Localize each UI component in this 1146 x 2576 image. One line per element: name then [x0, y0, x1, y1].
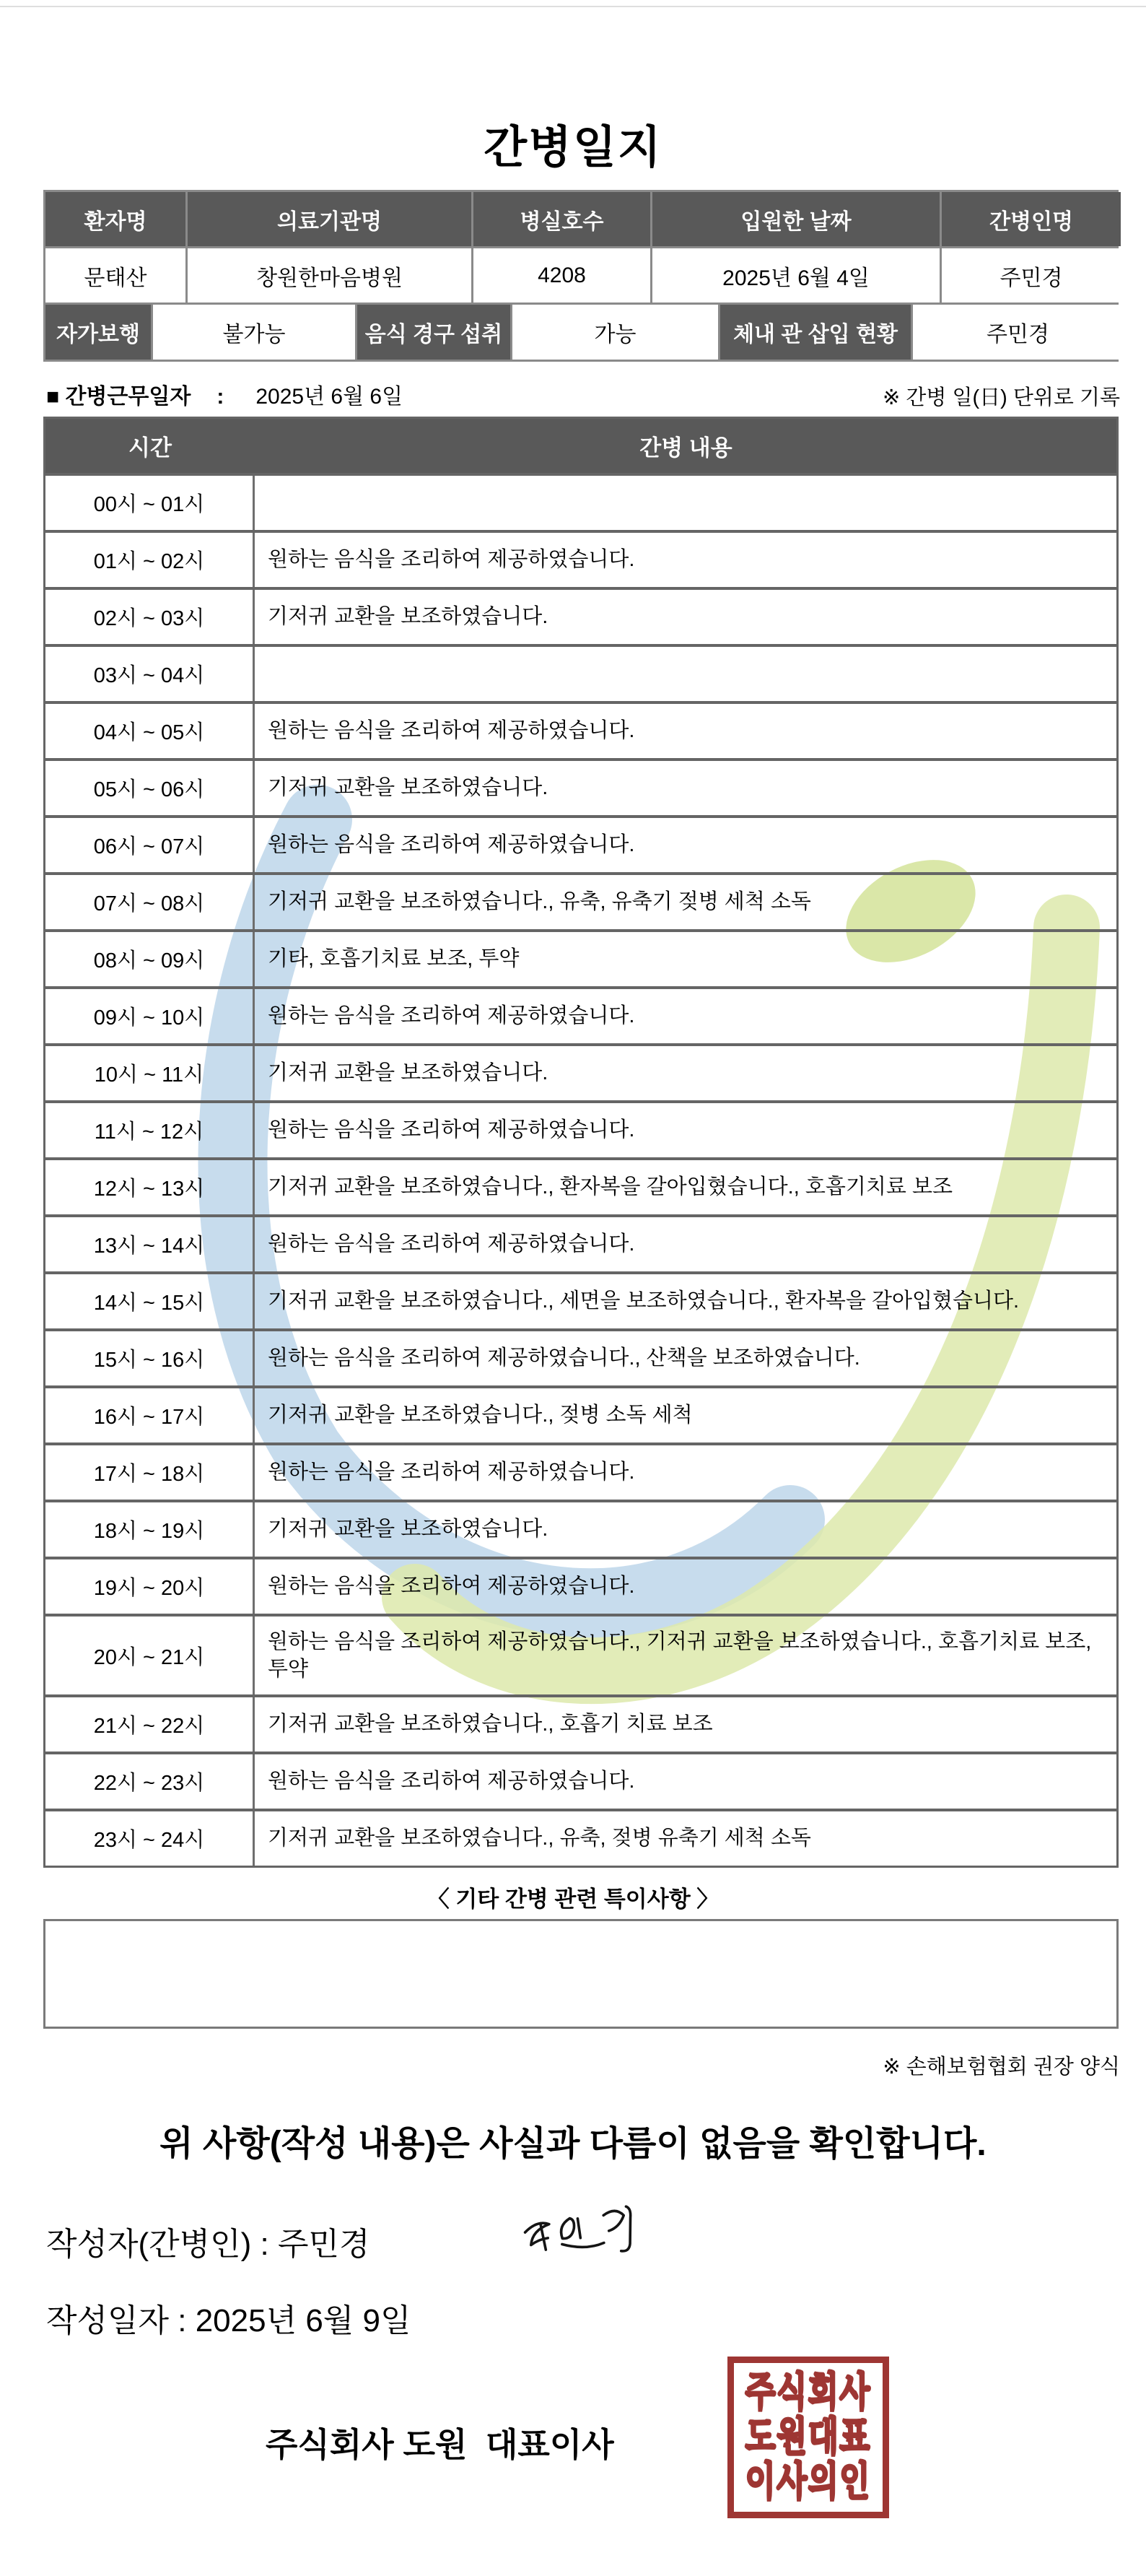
care-work-date-line: [46, 378, 403, 410]
table-row: [45, 1100, 1116, 1157]
content-cell: 원하는 음식을 조리하여 제공하였습니다.: [268, 1004, 635, 1028]
care-work-date-label: ■ 간병근무일자: [46, 385, 191, 409]
page-top-rule: [0, 6, 1146, 7]
time-cell: 11시 ~ 12시: [45, 1103, 255, 1157]
value-patient-name: 문태산: [45, 248, 185, 303]
table-row: [45, 1500, 1116, 1557]
table-row: [45, 872, 1116, 929]
table-row: [45, 587, 1116, 644]
time-cell: 02시 ~ 03시: [45, 590, 255, 644]
care-log-table: [43, 417, 1119, 1868]
time-cell: 12시 ~ 13시: [45, 1160, 255, 1214]
time-cell: 19시 ~ 20시: [45, 1559, 255, 1614]
daily-record-note: ※ 간병 일(日) 단위로 기록: [883, 386, 1120, 409]
time-cell: 06시 ~ 07시: [45, 818, 255, 872]
time-cell: 01시 ~ 02시: [45, 533, 255, 587]
header-caregiver-name: 간병인명: [942, 192, 1121, 246]
confirmation-statement: 위 사항(작성 내용)은 사실과 다름이 없음을 확인합니다.: [159, 2125, 987, 2163]
value-tube-insertion: 주민경: [913, 305, 1123, 360]
label-self-walking: 자가보행: [45, 305, 151, 360]
content-cell: 기저귀 교환을 보조하였습니다., 세면을 보조하였습니다., 환자복을 갈아입혔습니다.: [268, 1289, 1020, 1313]
content-cell: 원하는 음식을 조리하여 제공하였습니다.: [268, 1232, 635, 1256]
company-representative-line: 주식회사 도원 대표이사: [266, 2426, 614, 2463]
value-self-walking: 불가능: [153, 305, 355, 360]
content-cell: 기저귀 교환을 보조하였습니다., 환자복을 갈아입혔습니다., 호흡기치료 보조: [268, 1175, 953, 1199]
table-row: [45, 644, 1116, 701]
label-oral-intake: 음식 경구 섭취: [357, 305, 510, 360]
header-patient-name: 환자명: [45, 192, 185, 246]
table-row: [45, 815, 1116, 872]
patient-info-grid: [45, 192, 1116, 303]
time-cell: 16시 ~ 17시: [45, 1388, 255, 1443]
time-cell: 00시 ~ 01시: [45, 476, 255, 530]
content-cell: 기저귀 교환을 보조하였습니다.: [268, 605, 548, 629]
content-cell: [255, 647, 1116, 701]
care-table-header: [45, 419, 1116, 473]
value-admission-date: 2025년 6월 4일: [652, 248, 940, 303]
page-title: 간병일지: [484, 122, 662, 173]
write-date-label: 작성일자 :: [46, 2303, 196, 2338]
content-cell: 기저귀 교환을 보조하였습니다.: [268, 1518, 548, 1541]
table-row: [45, 701, 1116, 758]
content-cell: 원하는 음식을 조리하여 제공하였습니다.: [268, 1770, 635, 1793]
time-cell: 13시 ~ 14시: [45, 1217, 255, 1271]
table-row: [45, 1557, 1116, 1614]
table-row: [45, 1271, 1116, 1328]
recommended-form-footnote: ※ 손해보험협회 권장 양식: [883, 2055, 1120, 2079]
write-date-value: 2025년 6월 9일: [195, 2303, 411, 2338]
column-header-time: 시간: [128, 435, 172, 461]
content-cell: 원하는 음식을 조리하여 제공하였습니다., 기저귀 교환을 보조하였습니다., 호흡기치료 보조, 투약: [268, 1629, 1092, 1681]
handwritten-signature: [512, 2197, 664, 2272]
content-cell: 원하는 음식을 조리하여 제공하였습니다.: [268, 548, 635, 572]
corporate-seal-stamp: [727, 2357, 889, 2518]
patient-info-table: [43, 190, 1119, 362]
extras-heading: 〈 기타 간병 관련 특이사항 〉: [427, 1887, 719, 1912]
label-tube-insertion: 체내 관 삽입 현황: [720, 305, 911, 360]
time-cell: 21시 ~ 22시: [45, 1697, 255, 1752]
time-cell: 08시 ~ 09시: [45, 932, 255, 986]
content-cell: 기타, 호흡기치료 보조, 투약: [268, 947, 520, 971]
time-cell: 18시 ~ 19시: [45, 1502, 255, 1557]
content-cell: 원하는 음식을 조리하여 제공하였습니다., 산책을 보조하였습니다.: [268, 1346, 860, 1370]
time-cell: 20시 ~ 21시: [45, 1616, 255, 1694]
value-room-number: 4208: [473, 248, 650, 303]
table-row: [45, 1214, 1116, 1271]
time-cell: 22시 ~ 23시: [45, 1754, 255, 1809]
content-cell: 원하는 음식을 조리하여 제공하였습니다.: [268, 1461, 635, 1484]
table-row: [45, 1809, 1116, 1866]
header-institution: 의료기관명: [188, 192, 471, 246]
time-cell: 05시 ~ 06시: [45, 761, 255, 815]
value-caregiver-name: 주민경: [942, 248, 1121, 303]
table-row: [45, 1694, 1116, 1752]
content-cell: 기저귀 교환을 보조하였습니다., 젖병 소독 세척: [268, 1404, 693, 1427]
header-room-number: 병실호수: [473, 192, 650, 246]
care-work-date-colon: :: [216, 385, 224, 409]
value-institution: 창원한마음병원: [188, 248, 471, 303]
content-cell: 기저귀 교환을 보조하였습니다., 유축, 젖병 유축기 세척 소독: [268, 1827, 811, 1850]
time-cell: 15시 ~ 16시: [45, 1331, 255, 1385]
value-oral-intake: 가능: [512, 305, 718, 360]
time-cell: 14시 ~ 15시: [45, 1274, 255, 1328]
content-cell: 기저귀 교환을 보조하였습니다.: [268, 1061, 548, 1085]
care-work-date-value: 2025년 6월 6일: [255, 385, 403, 409]
content-cell: 기저귀 교환을 보조하였습니다., 유축, 유축기 젖병 세척 소독: [268, 890, 811, 914]
content-cell: 원하는 음식을 조리하여 제공하였습니다.: [268, 1575, 635, 1598]
table-row: [45, 986, 1116, 1043]
time-cell: 17시 ~ 18시: [45, 1445, 255, 1500]
write-date-line: [46, 2294, 411, 2341]
table-row: [45, 1752, 1116, 1809]
table-row: [45, 1385, 1116, 1443]
time-cell: 09시 ~ 10시: [45, 989, 255, 1043]
time-cell: 04시 ~ 05시: [45, 704, 255, 758]
table-row: [45, 473, 1116, 530]
stamp-row: 주식회사: [745, 2370, 872, 2416]
time-cell: 03시 ~ 04시: [45, 647, 255, 701]
time-cell: 10시 ~ 11시: [45, 1046, 255, 1100]
time-cell: 07시 ~ 08시: [45, 875, 255, 929]
patient-status-grid: [45, 305, 1116, 360]
table-row: [45, 1157, 1116, 1214]
time-cell: 23시 ~ 24시: [45, 1811, 255, 1866]
writer-name: 주민경: [278, 2227, 370, 2262]
content-cell: [255, 476, 1116, 530]
table-row: [45, 1328, 1116, 1385]
stamp-row: 이사의인: [745, 2459, 872, 2505]
content-cell: 기저귀 교환을 보조하였습니다., 호흡기 치료 보조: [268, 1713, 713, 1736]
writer-label: 작성자(간병인) :: [46, 2227, 279, 2262]
stamp-row: 도원대표: [745, 2414, 872, 2460]
column-header-content: 간병 내용: [639, 435, 732, 461]
table-row: [45, 1614, 1116, 1694]
writer-line: [46, 2218, 370, 2264]
content-cell: 원하는 음식을 조리하여 제공하였습니다.: [268, 1118, 635, 1142]
table-row: [45, 929, 1116, 986]
table-row: [45, 1443, 1116, 1500]
table-row: [45, 530, 1116, 587]
content-cell: 원하는 음식을 조리하여 제공하였습니다.: [268, 719, 635, 743]
content-cell: 기저귀 교환을 보조하였습니다.: [268, 776, 548, 800]
extras-notes-box: [43, 1919, 1119, 2029]
table-row: [45, 758, 1116, 815]
table-row: [45, 1043, 1116, 1100]
header-admission-date: 입원한 날짜: [652, 192, 940, 246]
content-cell: 원하는 음식을 조리하여 제공하였습니다.: [268, 833, 635, 857]
